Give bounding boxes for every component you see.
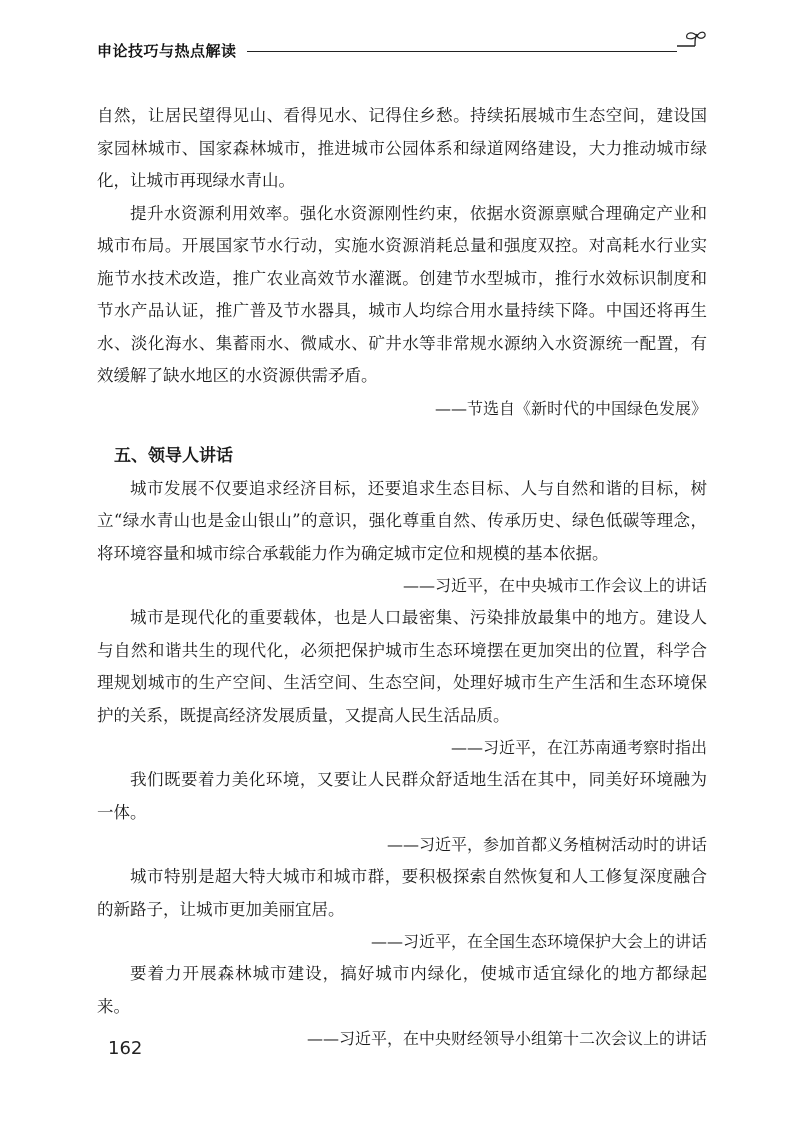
continuation-paragraph: 自然，让居民望得见山、看得见水、记得住乡愁。持续拓展城市生态空间，建设国家园林城市、国家森林城市，推进城市公园体系和绿道网络建设，大力推动城市绿化，让城市再现绿水青山。 (97, 106, 707, 190)
quote-5-source: ——习近平，在中央财经领导小组第十二次会议上的讲话 (306, 1029, 707, 1048)
quote-1-source: ——习近平，在中央城市工作会议上的讲话 (402, 576, 707, 595)
quote-3-source: ——习近平，参加首都义务植树活动时的讲话 (386, 835, 707, 854)
quote-2-text: 城市是现代化的重要载体，也是人口最密集、污染排放最集中的地方。建设人与自然和谐共生的现代化，必须把保护城市生态环境摆在更加突出的位置，科学合理规划城市的生产空间、生活空间、生态空间，处理好城市生产生活和生态环境保护的关系，既提高经济发展质量，又提高人民生活品质。 (97, 608, 707, 725)
page-header (97, 36, 707, 64)
quote-2-source: ——习近平，在江苏南通考察时指出 (450, 738, 707, 757)
sprout-icon (673, 30, 707, 60)
section-heading-leader-speeches: 五、领导人讲话 (114, 445, 233, 466)
quote-4-source: ——习近平，在全国生态环境保护大会上的讲话 (370, 932, 707, 951)
page-number: 162 (108, 1038, 143, 1059)
quote-1-text: 城市发展不仅要追求经济目标，还要追求生态目标、人与自然和谐的目标，树立“绿水青山也是金山银山”的意识，强化尊重自然、传承历史、绿色低碳等理念，将环境容量和城市综合承载能力作为确定城市定位和规模的基本依据。 (97, 478, 707, 563)
water-resources-paragraph: 提升水资源利用效率。强化水资源刚性约束，依据水资源禀赋合理确定产业和城市布局。开展国家节水行动，实施水资源消耗总量和强度双控。对高耗水行业实施节水技术改造，推广农业高效节水灌溉。创建节水型城市，推行水效标识制度和节水产品认证，推广普及节水器具，城市人均综合用水量持续下降。中国还将再生水、淡化海水、集蓄雨水、微咸水、矿井水等非常规水源纳入水资源统一配置，有效缓解了缺水地区的水资源供需矛盾。 (97, 203, 707, 385)
page-body (97, 100, 707, 1055)
water-paragraph-source: ——节选自《新时代的中国绿色发展》 (434, 398, 707, 418)
quote-3-text: 我们既要着力美化环境，又要让人民群众舒适地生活在其中，同美好环境融为一体。 (97, 770, 707, 822)
running-header-title: 申论技巧与热点解读 (97, 42, 237, 60)
quote-4-text: 城市特别是超大特大城市和城市群，要积极探索自然恢复和人工修复深度融合的新路子，让城市更加美丽宜居。 (97, 867, 707, 919)
quote-5-text: 要着力开展森林城市建设，搞好城市内绿化，使城市适宜绿化的地方都绿起来。 (97, 964, 707, 1016)
header-rule (247, 51, 677, 52)
